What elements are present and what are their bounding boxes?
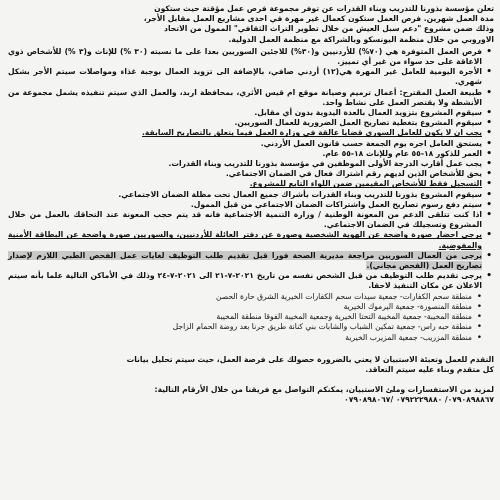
bullet-text: يجب ان لا يكون للعامل السوري قضايا عالقة في وزارة العمل فيما يتعلق بالتصاريح السابقة.: [142, 128, 482, 138]
intro-line: وذلك ضمن مشروع "دعم سبل العيش من خلال تطوير التراث الثقافي" الممول من الاتحاد: [164, 24, 494, 34]
list-item: [8, 271, 482, 342]
bullet-text: يستحق العامل اجره يوم الجمعة حسب قانون العمل الأردني.: [260, 138, 482, 148]
list-item: [8, 190, 482, 200]
bullet-text: التسجيل فقط للأشخاص المقيمين ضمن اللواء التابع للمشروع.: [249, 179, 482, 189]
intro-paragraph: [8, 4, 494, 45]
conditions-list: [8, 47, 494, 343]
location-item: • منطقة حبه راس- جمعية تمكين الشباب والشابات بني كنانة طريق جرنا بعد روضة الحمام الزاجل: [8, 322, 472, 332]
list-item: [8, 169, 482, 179]
list-item: [8, 210, 482, 230]
bullet-text: سيقوم المشروع بتزويد العمال بالعدة اليدوية بدون أي مقابل.: [254, 108, 482, 118]
contact-line: لمزيد من الاستفسارات وملئ الاستبيان، يمكنكم التواصل مع فريقنا من خلال الأرقام التالية:: [154, 385, 494, 395]
location-item: • منطقة المخيبة- جمعية المخيبة التحتا الخيرية وجمعية المخيبة الفوقا منطقة المخيبة: [8, 312, 472, 322]
bullet-text: اذا كنت تتلقى الدعم من المعونة الوطنية / وزارة التنمية الاجتماعية فانه قد يتم حجب المعونة عند التحاقك بالعمل من خلال المشروع وتسجيلك في الضمان الاجتماعي.: [8, 210, 482, 230]
bullet-text: العمر للذكور ١٨-٥٥ عام وللإناث ١٨-٥٥ عام.: [322, 148, 482, 158]
intro-line: تعلن مؤسسة بذورنا للتدريب وبناء القدرات عن توفر مجموعة فرص عمل مؤقتة حيث ستكون: [154, 4, 494, 13]
bullet-text: يرجى تقديم طلب التوظيف من قبل الشخص نفسه من تاريخ ٢٠٢١-٧-٢١ الى ٢٠٢١-٧-٢٤ وذلك في الأماكن التالية علما بأنه سيتم الاعلان عن مكان التنفيذ لاحقا.: [8, 271, 482, 291]
closing-line: التقدم للعمل وتعبئة الاستبيان لا يعني بالضرورة حصولك على فرصة العمل، حيث سيتم تحليل بيانات: [126, 354, 494, 364]
list-item: [8, 179, 482, 189]
intro-line: مدة العمل شهرين. فرص العمل ستكون كعمال غير مهرة في احدى مشاريع العمل مقابل الأجر،: [143, 14, 494, 24]
bullet-text: يجب عمل أقارب الدرجة الأولى الموظفين في مؤسسة بذورنا للتدريب وبناء القدرات.: [168, 159, 482, 169]
bullet-text: سيقوم المشروع بتغطية تصاريح العمل الضرورية للعمال السوريين.: [234, 118, 482, 128]
phone-numbers-text: ٠٧٩٠٨٩٨٨٦٧/ ٠٧٩٢٢٢٩٨٨٠ /٠٧٩٠٨٩٨٠٦٧: [344, 395, 494, 405]
list-item: [8, 251, 482, 271]
list-item: [8, 118, 482, 128]
bullet-text: يرجى من العمال السوريين مراجعة مديرية الصحة فورا قبل تقديم طلب التوظيف لغايات عمل الفحص الطبي اللازم لإصدار تصاريح العمل (الفحص مجاني).: [8, 250, 482, 271]
location-item: • منطقة المزريب- جمعية المزيرب الخيرية: [8, 333, 472, 343]
list-item: [8, 108, 482, 118]
bullet-text: سيقوم المشروع بذورنا للتدريب وبناء القدرات بأشراك جميع العمال تحت مظلة الضمان الاجتماعي.: [118, 189, 482, 199]
bullet-text: يحق للأشخاص الذين لديهم رقم اشتراك فعال في الضمان الاجتماعي.: [225, 169, 482, 179]
list-item: [8, 67, 482, 87]
locations-list: [8, 292, 482, 343]
location-item: • منطقة سحم الكفارات- جمعية سيدات سحم الكفارات الخيرية الشرق حارة الحصن: [8, 292, 472, 302]
bullet-text: فرص العمل المتوفرة هي (٧٠%) للأردنيين و(٣٠%) للاجئين السوريين بعدا على ما نسبته (٣٠ %) للإناث و(٣ %) للأشخاص ذوي الاعاقة على حد سواء من غير أي تمييز.: [8, 46, 482, 67]
list-item: [8, 88, 482, 108]
closing-paragraph: [8, 355, 494, 375]
list-item: [8, 128, 482, 138]
closing-line: كل متقدم وبناء عليه سيتم التعاقد.: [365, 364, 494, 374]
list-item: [8, 200, 482, 210]
list-item: [8, 230, 482, 250]
location-item: • منطقة المنصورة- جمعية اليرموك الخيرية: [8, 302, 472, 312]
contact-section: [8, 385, 494, 405]
list-item: [8, 149, 482, 159]
bullet-text: سيتم دفع رسوم تصاريح العمل واشتراكات الضمان الاجتماعي من قبل الممول.: [190, 199, 482, 209]
list-item: [8, 139, 482, 149]
list-item: [8, 47, 482, 67]
list-item: [8, 159, 482, 169]
bullet-text: الأجرة اليومية للعامل غير المهرة هي(١٢) أردني صافي، بالإضافة الى تزويد العمال بوجبة غذاء ومواصلات سيتم الأجر بشكل شهري.: [8, 67, 483, 87]
bullet-text: طبيعة العمل المقترح: أعمال ترميم وصيانة موقع ام قيس الأثري، بمحافظة اربد، والعمل الذي سيتم تنفيذه يشمل مجموعة من الأنشطة ولا يقتصر العمل على نشاط واحد.: [8, 87, 482, 107]
intro-line: الاوروبي من خلال منظمة اليونسكو وبالشراكة مع منظمة العمل الدولية.: [228, 34, 494, 44]
phone-numbers: [8, 395, 494, 405]
bullet-text: يرجى احضار صورة واضحة عن الهوية الشخصية وصورة عن دفتر العائلة للأردنيين، والسوريين صورة واضحة عن البطاقة الأمنية والمفوضية.: [8, 230, 482, 250]
